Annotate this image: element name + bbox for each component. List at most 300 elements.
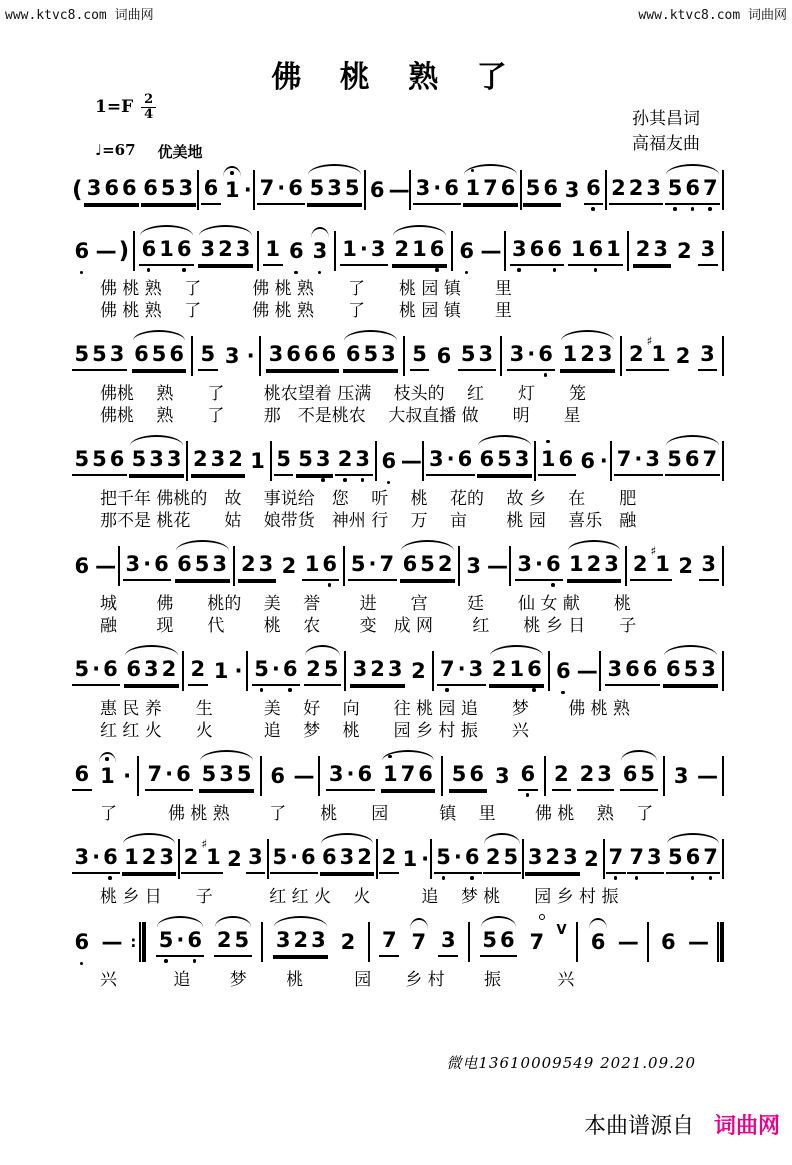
note-group: 6 — [72, 762, 92, 791]
octave-dot-below — [551, 583, 555, 587]
music-system — [72, 539, 724, 637]
note-group: 5 — [274, 447, 294, 476]
barline — [522, 839, 524, 879]
barline — [458, 546, 460, 586]
octave-dot-below — [591, 207, 595, 211]
barline — [233, 546, 235, 586]
note-group: 6 5 3 — [343, 342, 398, 371]
note-group: 5 — [410, 342, 430, 371]
jianpu-line — [72, 915, 724, 969]
note-group: 3 · 6 — [507, 342, 555, 371]
lyrics-line: 佛桃 熟 了 那 不是桃农 大叔直播 做 明 星 — [100, 406, 581, 426]
note-group: 1 6 1 — [568, 237, 623, 266]
octave-dot-below — [182, 268, 186, 272]
lyrics-line: 城 佛 桃的 美 誉 进 宫 廷 仙 女 献 桃 — [100, 594, 631, 614]
note-group: 5 6 7 — [666, 845, 721, 874]
note-group: 3 — [699, 552, 719, 581]
music-system — [72, 329, 724, 427]
note-group: 3 — [246, 845, 266, 874]
note-group: 1 — [263, 237, 283, 266]
note-group: 5 · 6 — [72, 657, 120, 686]
jianpu-line — [72, 644, 724, 698]
barline — [534, 441, 536, 481]
note-group: 2 5 — [483, 845, 520, 874]
note-group: 2♯1 — [181, 845, 223, 874]
note-group: 1 — [402, 847, 418, 871]
octave-dot-below — [708, 207, 712, 211]
source-label: 本曲谱源自 — [583, 1114, 694, 1139]
breath-mark: V — [556, 923, 567, 938]
time-numerator: 2 — [141, 93, 156, 108]
jianpu-line — [72, 329, 724, 383]
barline — [246, 651, 248, 691]
augmentation-dot: · — [599, 449, 608, 473]
barline — [118, 546, 120, 586]
note-group: 5 3 5 — [199, 762, 254, 791]
duration-dash: — — [95, 554, 115, 578]
parenthesis: ( — [72, 177, 83, 203]
time-denominator: 4 — [144, 106, 154, 122]
note-group: 2 — [677, 239, 692, 263]
barline — [441, 756, 443, 796]
note-group: 5 6 7 — [665, 447, 720, 476]
octave-dot-below — [544, 373, 548, 377]
note-group: 3 6 6 — [605, 657, 660, 686]
note-group: 6 1 6 — [139, 237, 194, 266]
duration-dash: — — [486, 554, 506, 578]
note-group: 3 6 6 6 — [266, 342, 339, 371]
octave-dot-below — [147, 268, 151, 272]
barline — [260, 756, 262, 796]
barline — [261, 922, 263, 962]
barline — [403, 336, 405, 376]
note-group: 6 5 3 — [141, 176, 196, 205]
note-group: 7 · 6 — [257, 176, 305, 205]
note-group: 3 — [224, 344, 240, 368]
octave-dot-below — [614, 876, 618, 880]
duration-dash: — — [480, 239, 500, 263]
note-group: 1 — [222, 178, 242, 202]
music-system — [72, 224, 724, 322]
fermata-icon — [539, 914, 545, 920]
octave-dot-above — [388, 755, 392, 759]
final-barline — [717, 922, 724, 962]
note-group: 7 · 3 — [437, 657, 485, 686]
augmentation-dot: · — [234, 659, 243, 683]
duration-dash: — — [101, 930, 121, 954]
lyrics-line: 融 现 代 桃 农 变 成 网 红 桃 乡 日 子 — [100, 616, 637, 636]
barline — [334, 231, 336, 271]
credits — [632, 107, 700, 156]
note-group: 5 5 6 — [72, 447, 127, 476]
lyrics-line: 佛 桃 熟 了 佛 桃 熟 了 桃 园 镇 里 — [100, 301, 512, 321]
tempo-mark: ♩=67 — [95, 141, 136, 160]
note-group: 2 1 6 — [489, 657, 544, 686]
note-group: 6 5 3 — [663, 657, 718, 686]
jianpu-line — [72, 434, 724, 488]
barline — [520, 170, 522, 210]
note-group: 5 3 — [458, 342, 495, 371]
octave-dot-below — [321, 478, 325, 482]
score — [72, 163, 724, 998]
note-group: 3 · 6 — [326, 762, 374, 791]
note-group: 7 3 — [627, 845, 664, 874]
note-group: 2 5 — [304, 657, 341, 686]
expression-mark: 优美地 — [157, 143, 203, 162]
note-group: 6 — [518, 762, 538, 791]
octave-dot-below — [442, 876, 446, 880]
duration-dash: — — [576, 659, 596, 683]
octave-dot-below — [691, 207, 695, 211]
octave-dot-below — [343, 478, 347, 482]
barline — [409, 170, 411, 210]
barline — [257, 231, 259, 271]
note-group: 1 6 — [538, 447, 575, 476]
note-group: 5 3 3 — [129, 447, 184, 476]
barline — [468, 922, 470, 962]
barline — [722, 756, 724, 796]
barline — [267, 839, 269, 879]
octave-dot-below — [709, 876, 713, 880]
note-group: 6 — [270, 764, 286, 788]
note-group: 2 5 — [214, 928, 251, 957]
octave-dot-above — [230, 171, 234, 175]
jianpu-line — [72, 539, 724, 593]
note-group: 2 3 — [577, 762, 614, 791]
octave-dot-below — [260, 688, 264, 692]
octave-dot-below — [108, 876, 112, 880]
lyrics-line: 红 红 火 火 追 梦 桃 园 乡 村 振 兴 — [100, 721, 529, 741]
note-group: 7 · 3 — [614, 447, 662, 476]
key-signature — [95, 93, 203, 121]
barline — [376, 839, 378, 879]
barline — [722, 231, 724, 271]
barline — [722, 651, 724, 691]
note-group: 5 3 5 — [307, 176, 362, 205]
duration-dash: — — [388, 178, 408, 202]
jianpu-line — [72, 163, 724, 217]
barline — [722, 170, 724, 210]
duration-dash: — — [95, 239, 115, 263]
note-group: 6 — [369, 178, 385, 202]
note-group: 5 6 7 — [665, 176, 720, 205]
octave-dot-below — [294, 271, 298, 275]
duration-dash: — — [400, 449, 420, 473]
barline — [722, 839, 724, 879]
barline — [548, 651, 550, 691]
note-group: 6 5 3 — [477, 447, 532, 476]
lyrics-line: 那不是 桃花 姑 娘带货 神州 行 万 亩 桃 园 喜乐 融 — [100, 511, 637, 531]
jianpu-line — [72, 832, 724, 886]
watermark-left: www.ktvc8.com 词曲网 — [5, 8, 154, 23]
note-group: 1 6 — [302, 552, 339, 581]
music-system — [72, 832, 724, 908]
lyrics-line: 了 佛 桃 熟 了 桃 园 镇 里 佛 桃 熟 了 — [100, 804, 654, 824]
note-group: 5 · 6 — [252, 657, 300, 686]
octave-dot-below — [561, 691, 565, 695]
barline — [430, 839, 432, 879]
note-group: 6 — [553, 659, 573, 683]
barline — [375, 441, 377, 481]
parenthesis: ) — [118, 238, 130, 264]
augmentation-dot: · — [246, 344, 255, 368]
barline — [576, 922, 578, 962]
octave-dot-below — [594, 268, 598, 272]
note-group: 3 6 6 — [84, 176, 139, 205]
source-line — [556, 1084, 780, 1165]
note-group: 6 — [287, 239, 307, 263]
note-group: 5 · 7 — [348, 552, 396, 581]
octave-dot-below — [193, 959, 197, 963]
note-group: 7 · 6 — [145, 762, 193, 791]
note-group: 6 — [72, 930, 92, 954]
barline — [451, 231, 453, 271]
barline — [544, 756, 546, 796]
note-group: 2 — [675, 344, 691, 368]
note-group: 2 3 2 — [191, 447, 246, 476]
note-group: 3 2 3 — [525, 845, 580, 874]
note-group: 6 — [584, 176, 604, 205]
barline — [422, 441, 424, 481]
note-group: 6 — [72, 239, 92, 263]
barline — [259, 336, 261, 376]
note-group: 7 — [527, 930, 547, 954]
barline — [603, 839, 605, 879]
octave-dot-below — [318, 271, 322, 275]
note-group: 1 7 6 — [463, 176, 518, 205]
note-group: 6 5 3 — [175, 552, 230, 581]
note-group: 1 — [98, 764, 118, 788]
note-group: 6 — [580, 449, 595, 473]
augmentation-dot: · — [421, 847, 430, 871]
note-group: 6 — [74, 554, 90, 578]
barline — [625, 546, 627, 586]
note-group: 3 — [438, 928, 458, 957]
note-group: 1 2 3 — [567, 552, 622, 581]
barline — [500, 336, 502, 376]
octave-dot-below — [635, 876, 639, 880]
octave-dot-below — [673, 207, 677, 211]
jianpu-line — [72, 224, 724, 278]
barline — [620, 336, 622, 376]
note-group: 6 5 6 — [132, 342, 187, 371]
note-group: 5 3 — [296, 447, 333, 476]
source-site: 词曲网 — [713, 1113, 780, 1139]
note-group: 3 — [494, 764, 510, 788]
barline — [197, 170, 199, 210]
composer-credit: 高福友曲 — [632, 133, 700, 154]
octave-dot-above — [105, 757, 109, 761]
note-group: 1 2 3 — [122, 845, 177, 874]
note-group: 5 · 6 — [434, 845, 482, 874]
note-group: 2 — [584, 847, 599, 871]
contact-note: 微电13610009549 2021.09.20 — [446, 1054, 696, 1072]
watermark-right: www.ktvc8.com 词曲网 — [638, 8, 787, 23]
octave-dot-below — [288, 688, 292, 692]
note-group: 3 — [673, 764, 689, 788]
note-group: 5 · 6 — [270, 845, 318, 874]
note-group: 3 — [564, 178, 580, 202]
octave-dot-below — [445, 688, 449, 692]
barline — [344, 651, 346, 691]
note-group: 3 — [698, 342, 718, 371]
note-group: 6 — [436, 344, 452, 368]
lyrics-line: 惠 民 养 生 美 好 向 往 桃 园 追 梦 佛 桃 熟 — [100, 699, 631, 719]
note-group: 3 2 3 — [198, 237, 253, 266]
note-group: 6 — [379, 449, 399, 473]
note-group: 2 — [340, 930, 356, 954]
octave-dot-below — [532, 688, 536, 692]
octave-dot-below — [361, 478, 365, 482]
note-group: 1 7 6 — [381, 762, 436, 791]
note-group: 7 — [379, 928, 399, 957]
barline — [627, 231, 629, 271]
note-group: 2 3 — [335, 447, 372, 476]
note-group: 7 — [606, 845, 626, 874]
barline — [191, 336, 193, 376]
barline — [364, 170, 366, 210]
barline — [504, 231, 506, 271]
note-group: 1 · 3 — [340, 237, 388, 266]
lyrics-line: 把千年 佛桃的 故 事说给 您 听 桃 花的 故 乡 在 肥 — [100, 489, 637, 509]
note-group: 2♯1 — [626, 342, 668, 371]
music-system — [72, 163, 724, 217]
barline — [182, 651, 184, 691]
note-group: 6 — [457, 239, 477, 263]
barline — [432, 651, 434, 691]
note-group: 2 — [678, 554, 693, 578]
note-group: 6 5 — [620, 762, 657, 791]
note-group: 3 — [466, 554, 481, 578]
barline — [186, 441, 188, 481]
lyricist-credit: 孙其昌词 — [632, 109, 700, 129]
barline — [368, 922, 370, 962]
note-group: 6 3 2 — [124, 657, 179, 686]
octave-dot-below — [80, 271, 84, 275]
note-group: 1 2 3 — [560, 342, 615, 371]
octave-dot-below — [80, 962, 84, 966]
note-group: 6 5 2 — [400, 552, 455, 581]
octave-dot-below — [328, 583, 332, 587]
note-group: 3 — [698, 237, 718, 266]
octave-dot-below — [387, 481, 391, 485]
barline — [610, 441, 612, 481]
barline — [722, 441, 724, 481]
note-group: 3 2 3 — [350, 657, 405, 686]
lyrics-line: 佛桃 熟 了 桃农望着 压满 枝头的 红 灯 笼 — [100, 384, 587, 404]
duration-dash: — — [688, 930, 708, 954]
barline — [253, 170, 255, 210]
octave-dot-below — [526, 793, 530, 797]
note-group: 1 — [213, 659, 229, 683]
barline — [605, 170, 607, 210]
octave-dot-below — [517, 268, 521, 272]
song-title: 佛 桃 熟 了 — [271, 60, 521, 95]
music-system — [72, 749, 724, 825]
note-group: 3 2 3 — [273, 928, 328, 957]
note-group: 2 3 — [238, 552, 275, 581]
barline — [647, 922, 649, 962]
note-group: 2 — [379, 845, 399, 874]
note-group: 5 · 6 — [156, 928, 204, 957]
note-group: 2 — [188, 657, 208, 686]
music-system — [72, 915, 724, 991]
octave-dot-above — [471, 169, 475, 173]
duration-dash: — — [696, 764, 716, 788]
time-signature — [141, 93, 156, 121]
note-group: 3 · 6 — [426, 447, 474, 476]
note-group: 6 — [588, 930, 608, 954]
note-group: 7 — [409, 930, 429, 954]
note-group: 6 3 2 — [320, 845, 375, 874]
note-group: 3 · 6 — [123, 552, 171, 581]
octave-dot-below — [470, 876, 474, 880]
music-system — [72, 644, 724, 742]
note-group: 3 · 6 — [515, 552, 563, 581]
octave-dot-below — [691, 876, 695, 880]
note-group: 5 — [198, 342, 218, 371]
barline — [663, 756, 665, 796]
repeat-sign: : — [130, 922, 146, 962]
barline — [270, 441, 272, 481]
note-group: 1 — [250, 449, 265, 473]
barline — [509, 546, 511, 586]
barline — [318, 756, 320, 796]
note-group: 5 5 3 — [72, 342, 127, 371]
note-group: 2 3 — [633, 237, 670, 266]
octave-dot-below — [465, 271, 469, 275]
note-group: 5 6 — [523, 176, 560, 205]
note-group: 2 — [411, 659, 426, 683]
music-system — [72, 434, 724, 532]
barline — [599, 651, 601, 691]
duration-dash: — — [617, 930, 637, 954]
note-group: 3 — [310, 239, 330, 263]
note-group: 6 — [201, 176, 221, 205]
note-group: 3 6 6 — [510, 237, 565, 266]
barline — [343, 546, 345, 586]
note-group: 2 — [281, 554, 297, 578]
note-group: 5 6 — [449, 762, 486, 791]
jianpu-line — [72, 749, 724, 803]
octave-dot-below — [164, 959, 168, 963]
note-group: 3 · 6 — [413, 176, 461, 205]
barline — [722, 546, 724, 586]
octave-dot-below — [553, 268, 557, 272]
note-group: 2 — [227, 847, 242, 871]
barline — [178, 839, 180, 879]
barline — [133, 231, 135, 271]
note-group: 2 1 6 — [392, 237, 447, 266]
note-group: 2♯1 — [630, 552, 672, 581]
lyrics-line: 兴 追 梦 桃 园 乡 村 振 兴 — [100, 970, 575, 990]
note-group: 3 · 6 — [72, 845, 120, 874]
duration-dash: — — [293, 764, 313, 788]
octave-dot-below — [435, 268, 439, 272]
note-group: 2 — [552, 762, 572, 791]
octave-dot-above — [546, 440, 550, 444]
augmentation-dot: · — [123, 764, 132, 788]
key-tempo-block — [95, 93, 203, 162]
barline — [722, 336, 724, 376]
lyrics-line: 佛 桃 熟 了 佛 桃 熟 了 桃 园 镇 里 — [100, 279, 512, 299]
note-group: 2 2 3 — [609, 176, 664, 205]
note-group: 6 — [661, 930, 676, 954]
lyrics-line: 桃 乡 日 子 红 红 火 火 追 梦 桃 园 乡 村 振 — [100, 887, 619, 907]
barline — [137, 756, 139, 796]
note-group: 5 6 — [480, 928, 517, 957]
augmentation-dot: · — [243, 178, 252, 202]
